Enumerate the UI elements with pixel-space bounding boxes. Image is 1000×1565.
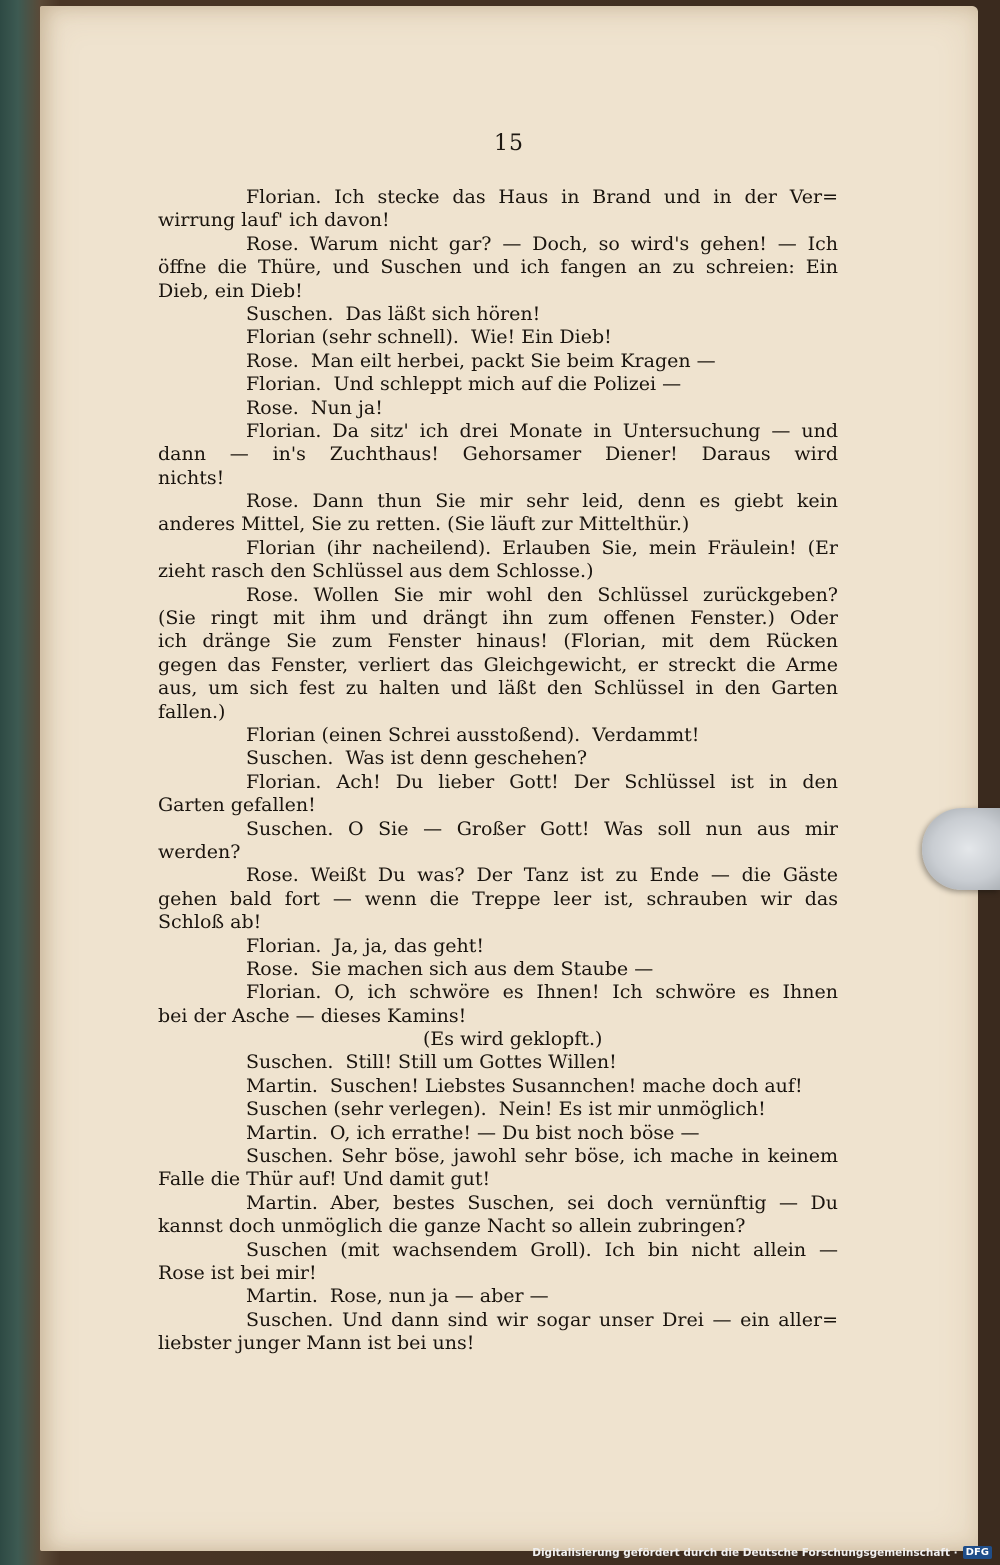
text-line: Rose. Man eilt herbei, packt Sie beim Kragen — bbox=[246, 349, 716, 372]
text-line: Florian. Da sitz' ich drei Monate in Untersuchung — und bbox=[246, 419, 838, 442]
credit-text: Digitalisierung gefördert durch die Deutsche Forschungsgemeinschaft · bbox=[532, 1546, 958, 1559]
text-line: Florian. Und schleppt mich auf die Polizei — bbox=[246, 373, 682, 396]
text-line: wirrung lauf' ich davon! bbox=[158, 209, 390, 232]
text-line: Suschen. O Sie — Großer Gott! Was soll nun aus mir bbox=[246, 817, 838, 840]
text-line: Martin. Aber, bestes Suschen, sei doch vernünftig — Du bbox=[246, 1191, 838, 1214]
text-line: Suschen. Was ist denn geschehen? bbox=[246, 747, 588, 770]
text-line: anderes Mittel, Sie zu retten. (Sie läuft zur Mittelthür.) bbox=[158, 513, 690, 536]
text-line: liebster junger Mann ist bei uns! bbox=[158, 1332, 475, 1355]
text-line: Florian (ihr nacheilend). Erlauben Sie, mein Fräulein! (Er bbox=[246, 536, 838, 559]
dfg-logo: DFG bbox=[963, 1546, 992, 1559]
play-text bbox=[158, 186, 838, 1356]
text-line: Suschen. Sehr böse, jawohl sehr böse, ich mache in keinem bbox=[246, 1145, 838, 1168]
text-line: Martin. O, ich errathe! — Du bist noch böse — bbox=[246, 1121, 700, 1144]
text-line: Rose. Weißt Du was? Der Tanz ist zu Ende — die Gäste bbox=[246, 864, 838, 887]
digitization-credit bbox=[532, 1546, 992, 1559]
text-line: kannst doch unmöglich die ganze Nacht so allein zubringen? bbox=[158, 1215, 746, 1238]
text-line: Martin. Suschen! Liebstes Susannchen! mache doch auf! bbox=[246, 1074, 803, 1097]
text-line: fallen.) bbox=[158, 700, 226, 723]
text-line: Falle die Thür auf! Und damit gut! bbox=[158, 1168, 491, 1191]
text-line: Florian. O, ich schwöre es Ihnen! Ich schwöre es Ihnen bbox=[246, 981, 838, 1004]
text-line: Garten gefallen! bbox=[158, 794, 316, 817]
text-line: bei der Asche — dieses Kamins! bbox=[158, 1004, 467, 1027]
thumb-scan-artifact bbox=[922, 808, 1000, 890]
text-line: zieht rasch den Schlüssel aus dem Schlosse.) bbox=[158, 560, 594, 583]
text-line: dann — in's Zuchthaus! Gehorsamer Diener! Daraus wird bbox=[158, 443, 838, 466]
text-line: Florian (einen Schrei ausstoßend). Verdammt! bbox=[246, 723, 700, 746]
text-line: öffne die Thüre, und Suschen und ich fangen an zu schreien: Ein bbox=[158, 256, 838, 279]
text-line: ich dränge Sie zum Fenster hinaus! (Florian, mit dem Rücken bbox=[158, 630, 838, 653]
text-line: nichts! bbox=[158, 466, 225, 489]
text-line: Rose. Sie machen sich aus dem Staube — bbox=[246, 957, 654, 980]
text-line: gegen das Fenster, verliert das Gleichgewicht, er streckt die Arme bbox=[158, 653, 838, 676]
text-line: Rose. Nun ja! bbox=[246, 396, 383, 419]
text-line: Schloß ab! bbox=[158, 911, 262, 934]
text-line: Rose. Warum nicht gar? — Doch, so wird's gehen! — Ich bbox=[246, 232, 838, 255]
text-line: Suschen. Still! Still um Gottes Willen! bbox=[246, 1051, 617, 1074]
text-line: Florian. Ja, ja, das geht! bbox=[246, 934, 485, 957]
text-line: aus, um sich fest zu halten und läßt den Schlüssel in den Garten bbox=[158, 677, 838, 700]
text-line: Rose. Wollen Sie mir wohl den Schlüssel zurückgeben? bbox=[246, 583, 838, 606]
text-line: (Es wird geklopft.) bbox=[423, 1028, 603, 1051]
text-line: (Sie ringt mit ihm und drängt ihn zum offenen Fenster.) Oder bbox=[158, 607, 838, 630]
text-line: Suschen. Das läßt sich hören! bbox=[246, 302, 541, 325]
text-line: gehen bald fort — wenn die Treppe leer ist, schrauben wir das bbox=[158, 887, 838, 910]
text-line: Martin. Rose, nun ja — aber — bbox=[246, 1285, 549, 1308]
text-line: Dieb, ein Dieb! bbox=[158, 279, 303, 302]
text-line: Rose ist bei mir! bbox=[158, 1261, 317, 1284]
text-line: Florian (sehr schnell). Wie! Ein Dieb! bbox=[246, 326, 612, 349]
text-line: Suschen (mit wachsendem Groll). Ich bin nicht allein — bbox=[246, 1238, 838, 1261]
text-line: Rose. Dann thun Sie mir sehr leid, denn es giebt kein bbox=[246, 490, 838, 513]
text-line: Suschen. Und dann sind wir sogar unser Drei — ein aller= bbox=[246, 1308, 838, 1331]
text-line: Florian. Ich stecke das Haus in Brand und in der Ver= bbox=[246, 186, 838, 208]
book-page bbox=[40, 6, 978, 1551]
text-line: Florian. Ach! Du lieber Gott! Der Schlüssel ist in den bbox=[246, 770, 838, 793]
text-line: werden? bbox=[158, 840, 241, 863]
page-number: 15 bbox=[494, 131, 524, 156]
text-line: Suschen (sehr verlegen). Nein! Es ist mir unmöglich! bbox=[246, 1098, 766, 1121]
